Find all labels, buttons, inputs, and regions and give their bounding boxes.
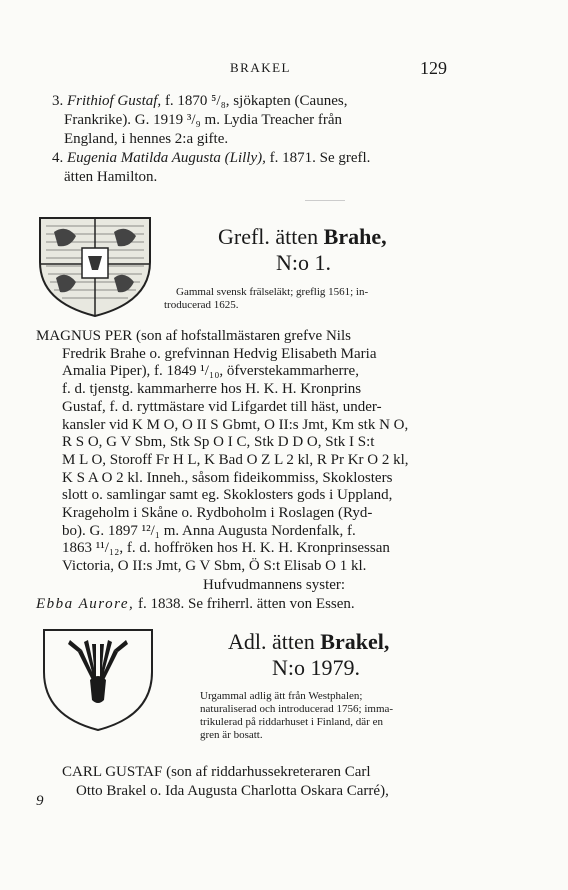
carl-gustaf-line-1: CARL GUSTAF (son af riddarhussekreteraren Carl (62, 764, 371, 780)
magnus-line: R S O, G V Sbm, Stk Sp O I C, Stk D D O, Stk I S:t (62, 434, 375, 451)
sister-text: f. 1838. Se friherrl. ätten von Essen. (138, 596, 355, 612)
brakel-desc-1: Urgammal adlig ätt från Westphalen; (200, 690, 363, 702)
brakel-title (228, 629, 389, 655)
sister-heading: Hufvudmannens syster: (203, 577, 346, 593)
entry-name: Frithiof Gustaf, (67, 93, 162, 109)
entry-3 (52, 92, 347, 111)
entry-4-cont: ätten Hamilton. (64, 169, 158, 185)
brahe-desc-2: troducerad 1625. (164, 299, 239, 311)
brahe-number: N:o 1. (276, 250, 331, 275)
magnus-line: f. d. tjenstg. kammarherre hos H. K. H. Kronprins (62, 381, 362, 398)
brahe-title (218, 224, 387, 250)
title-name: Brahe, (323, 224, 387, 249)
magnus-line: Fredrik Brahe o. grefvinnan Hedvig Elisabeth Maria (62, 345, 377, 362)
title-name: Brakel, (320, 629, 390, 654)
coat-of-arms-brahe-icon (36, 212, 154, 320)
magnus-line: M L O, Storoff Fr H L, K Bad O Z L 2 kl, R Pr Kr O 2 kl, (62, 451, 409, 468)
magnus-line: slott o. samlingar samt eg. Skoklosters gods i Uppland, (62, 487, 393, 504)
brakel-desc-4: gren är bosatt. (200, 729, 263, 741)
magnus-line: Gustaf, f. d. ryttmästare vid Lifgardet till häst, under- (62, 398, 382, 415)
entry-number: 4. (52, 150, 64, 166)
sister-name: Ebba Aurore, (36, 596, 135, 612)
carl-gustaf-line-2: Otto Brakel o. Ida Augusta Charlotta Oskara Carré), (76, 783, 389, 799)
title-prefix: Grefl. ätten (218, 224, 319, 249)
divider (305, 200, 345, 201)
magnus-line: 1863 ¹¹/₁₂, f. d. hoffröken hos H. K. H. Kronprinsessan (62, 540, 390, 557)
entry-4 (52, 149, 370, 168)
running-header: BRAKEL (230, 60, 291, 75)
entry-name: Eugenia Matilda Augusta (Lilly), (67, 150, 266, 166)
title-prefix: Adl. ätten (228, 629, 315, 654)
magnus-line: kansler vid K M O, O II S Gbmt, O II:s Jmt, Km stk N O, (62, 416, 409, 433)
brakel-desc-3: trikulerad på riddarhuset i Finland, där en (200, 716, 383, 728)
entry-3-cont-1: Frankrike). G. 1919 ³/₉ m. Lydia Treacher från (64, 112, 342, 128)
brakel-number: N:o 1979. (272, 655, 360, 680)
signature-mark: 9 (36, 793, 44, 809)
brakel-desc-2: naturaliserad och introducerad 1756; imma- (200, 703, 394, 715)
entry-text: f. 1870 ⁵/₈, sjökapten (Caunes, (164, 93, 348, 109)
entry-3-cont-2: England, i hennes 2:a gifte. (64, 131, 229, 147)
magnus-line: MAGNUS PER (son af hofstallmästaren grefve Nils (36, 328, 351, 344)
page-number: 129 (420, 58, 447, 78)
entry-number: 3. (52, 93, 64, 109)
magnus-line: K S A O 2 kl. Inneh., såsom fideikommiss, Skoklosters (62, 469, 393, 486)
magnus-line: Amalia Piper), f. 1849 ¹/₁₀, öfverstekammarherre, (62, 363, 359, 380)
sister-line (36, 595, 355, 614)
magnus-line: bo). G. 1897 ¹²/₁ m. Anna Augusta Nordenfalk, f. (62, 522, 356, 539)
coat-of-arms-brakel-stag-icon (38, 622, 158, 734)
entry-text: f. 1871. Se grefl. (269, 150, 371, 166)
magnus-line: Krageholm i Skåne o. Rydboholm i Roslagen (Ryd- (62, 505, 373, 521)
brahe-desc-1: Gammal svensk frälseläkt; greflig 1561; in- (176, 286, 369, 298)
magnus-line: Victoria, O II:s Jmt, G V Sbm, Ö S:t Elisab O 1 kl. (62, 558, 367, 575)
